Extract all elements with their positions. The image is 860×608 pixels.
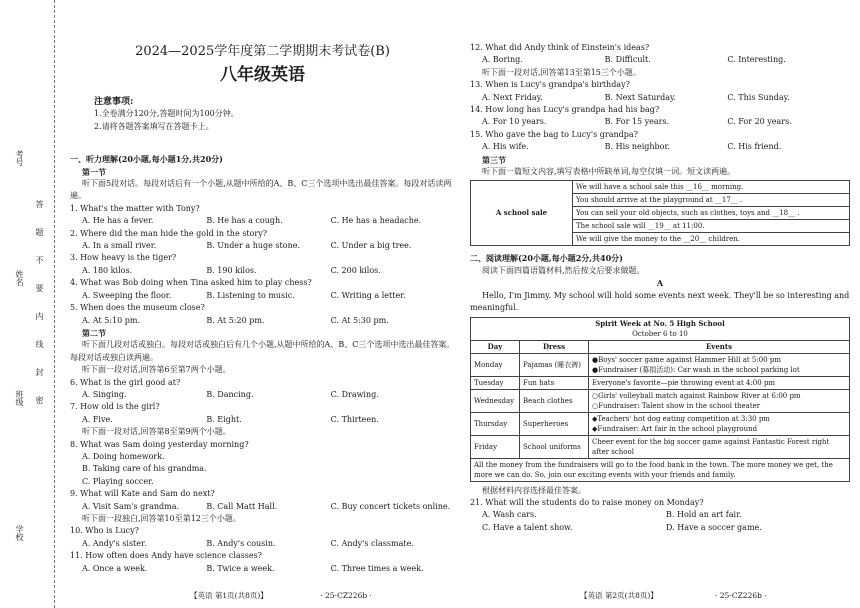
instruction: 听下面一段对话,回答第8至第9两个小题。 bbox=[82, 427, 231, 437]
table-row: Thursday Superheroes ◆Teachers' hot dog eating competition at 3:30 pm ◆Fundraiser: Art fair in the school playground bbox=[471, 412, 850, 435]
question: 14. How long has Lucy's grandpa had his bag? A. For 10 years. B. For 15 years. C. For 20 years. bbox=[470, 105, 792, 127]
part2-heading: 二、阅读理解(20小题,每小题2分,共40分) bbox=[470, 253, 623, 264]
spirit-week-table: Spirit Week at No. 5 High School October 6 to 10 Day Dress Events Monday Pajamas (睡衣裤) ●Boys' soccer game against Hammer Hill at 5:00 pm ●Fundraiser (募捐活动): Car wash in the school parking lot Tuesday Fun hats Everyone's favorite—pie throwing event at 4:00 pm Wednesday Beach clothes ○Girls' volleyball match against Rainbow River at 6:00 pm ○Fundraiser: Talent show in the school theater Thursday Superheroes ◆Teachers' hot dog eating competition at 3:30 pm ◆Fundraiser: Art fair in the school playground Friday School uniforms Cheer event for the big soccer game against Fantastic Forest right after school All the money from the fundraisers will go to the food bank in the town. The more money we get, the more we can do. So, join our exciting events with your friends and family. bbox=[470, 317, 850, 482]
section3-intro: 听下面一篇短文内容,填写表格中所缺单词,每空仅填一词。短文读两遍。 bbox=[482, 167, 736, 177]
seal-line-note: 答题不要内线封密 bbox=[35, 200, 44, 424]
section3-heading: 第三节 bbox=[482, 154, 506, 165]
name-label: 姓名 bbox=[15, 270, 24, 286]
reading-instruction: 根据材料内容选择最佳答案。 bbox=[482, 485, 586, 495]
question: 21. What will the students do to raise money on Monday? A. Wash cars. B. Hold an art fair. C. Have a talent show. D. Have a soccer game. bbox=[470, 497, 762, 532]
instruction: 听下面一段独白,回答第10至第12三个小题。 bbox=[82, 514, 241, 523]
table-note: All the money from the fundraisers will go to the food bank in the town. The more money we get, the more we can do. So, join our exciting events with your friends and family. bbox=[471, 458, 850, 481]
question: 6. What is the girl good at? A. Singing. B. Dancing. C. Drawing. bbox=[70, 377, 379, 399]
page-footer-right: 【英语 第2页(共8页)】 · 25-CZ226b · bbox=[580, 590, 767, 600]
question: 8. What was Sam doing yesterday morning? A. Doing homework. B. Taking care of his grandma. C. Playing soccer. bbox=[70, 439, 249, 486]
page-footer-left: 【英语 第1页(共8页)】 · 25-CZ226b · bbox=[190, 590, 372, 600]
left-column bbox=[70, 0, 455, 608]
question: 10. Who is Lucy? A. Andy's sister. B. Andy's cousin. C. Andy's classmate. bbox=[70, 526, 414, 548]
note-item: 2.请将各题答案填写在答题卡上。 bbox=[94, 121, 214, 131]
notes-heading: 注意事项: bbox=[94, 97, 134, 107]
exam-title: 2024—2025学年度第二学期期末考试卷(B) bbox=[135, 44, 390, 59]
exam-subtitle: 八年级英语 bbox=[220, 65, 305, 85]
question: 1. What's the matter with Tony? A. He has a fever. B. He has a cough. C. He has a headache. bbox=[70, 203, 422, 226]
table-row: We will have a school sale this __16__ morning. bbox=[573, 181, 850, 194]
section2-intro: 听下面几段对话或独白。每段对话或独白后有几个小题,从题中所给的A、B、C三个选项中选出最佳答案。每段对话或独白读两遍。 bbox=[70, 340, 455, 362]
note-item: 1.全卷满分120分,答题时间为100分钟。 bbox=[94, 109, 239, 119]
table-dates: October 6 to 10 bbox=[632, 329, 688, 338]
instruction: 听下面一段对话,回答第6至第7两个小题。 bbox=[82, 365, 231, 375]
question: 5. When does the museum close? A. At 5:10 pm. B. At 5:20 pm. C. At 5:30 pm. bbox=[70, 303, 389, 325]
instruction: 听下面一段对话,回答第13至第15三个小题。 bbox=[482, 67, 641, 77]
table-row: Monday Pajamas (睡衣裤) ●Boys' soccer game against Hammer Hill at 5:00 pm ●Fundraiser (募捐活动): Car wash in the school parking lot bbox=[471, 353, 850, 376]
table-row: You should arrive at the playground at __17__ . bbox=[573, 194, 850, 207]
question: 2. Where did the man hide the gold in the story? A. In a small river. B. Under a huge stone. C. Under a big tree. bbox=[70, 228, 412, 251]
question: 3. How heavy is the tiger? A. 180 kilos. B. 190 kilos. C. 200 kilos. bbox=[70, 253, 381, 275]
school-label: 学校 bbox=[15, 525, 24, 541]
table-row: The school sale will __19__ at 11:00. bbox=[573, 220, 850, 233]
exam-number-label: 考号 bbox=[15, 150, 24, 166]
question: 9. What will Kate and Sam do next? A. Visit Sam's grandma. B. Call Matt Hall. C. Buy concert tickets online. bbox=[70, 489, 451, 511]
school-sale-table bbox=[470, 180, 850, 246]
section1-heading: 第一节 bbox=[82, 166, 106, 177]
right-column bbox=[470, 0, 850, 608]
table-row: You can sell your old objects, such as clothes, toys and __18__ . bbox=[573, 207, 850, 220]
binding-margin bbox=[0, 0, 55, 608]
table-title: Spirit Week at No. 5 High School bbox=[595, 318, 725, 328]
question: 13. When is Lucy's grandpa's birthday? A. Next Friday. B. Next Saturday. C. This Sunday. bbox=[470, 80, 790, 102]
question: 15. Who gave the bag to Lucy's grandpa? A. His wife. B. His neighbor. C. His friend. bbox=[470, 129, 782, 152]
class-label: 班级 bbox=[15, 390, 24, 406]
section1-intro: 听下面5段对话。每段对话后有一个小题,从题中所给的A、B、C三个选项中选出最佳答案。每段对话读两遍。 bbox=[70, 179, 452, 201]
question: 4. What was Bob doing when Tina asked him to play chess? A. Sweeping the floor. B. Listening to music. C. Writing a letter. bbox=[70, 278, 406, 300]
table-row: Friday School uniforms Cheer event for the big soccer game against Fantastic Forest right after school bbox=[471, 435, 850, 458]
table-row: Tuesday Fun hats Everyone's favorite—pie throwing event at 4:00 pm bbox=[471, 376, 850, 389]
question: 11. How often does Andy have science classes? A. Once a week. B. Twice a week. C. Three times a week. bbox=[70, 551, 424, 573]
table-row: We will give the money to the __20__ children. bbox=[573, 233, 850, 246]
question: 7. How old is the girl? A. Five. B. Eight. C. Thirteen. bbox=[70, 402, 379, 424]
section2-heading: 第二节 bbox=[82, 327, 106, 338]
table-row: Wednesday Beach clothes ○Girls' volleyball match against Rainbow River at 6:00 pm ○Fundraiser: Talent show in the school theater bbox=[471, 389, 850, 412]
table-label: A school sale bbox=[471, 181, 573, 246]
question: 12. What did Andy think of Einstein's ideas? A. Boring. B. Difficult. C. Interesting. bbox=[470, 43, 786, 65]
part2-intro: 阅读下面四篇语篇材料,然后按文后要求做题。 bbox=[482, 265, 645, 275]
passage-intro: Hello, I'm Jimmy. My school will hold some events next week. They'll be so interesting and meaningful. bbox=[470, 290, 850, 313]
passage-letter: A bbox=[656, 278, 664, 289]
part1-heading: 一、听力理解(20小题,每小题1分,共20分) bbox=[70, 154, 223, 165]
